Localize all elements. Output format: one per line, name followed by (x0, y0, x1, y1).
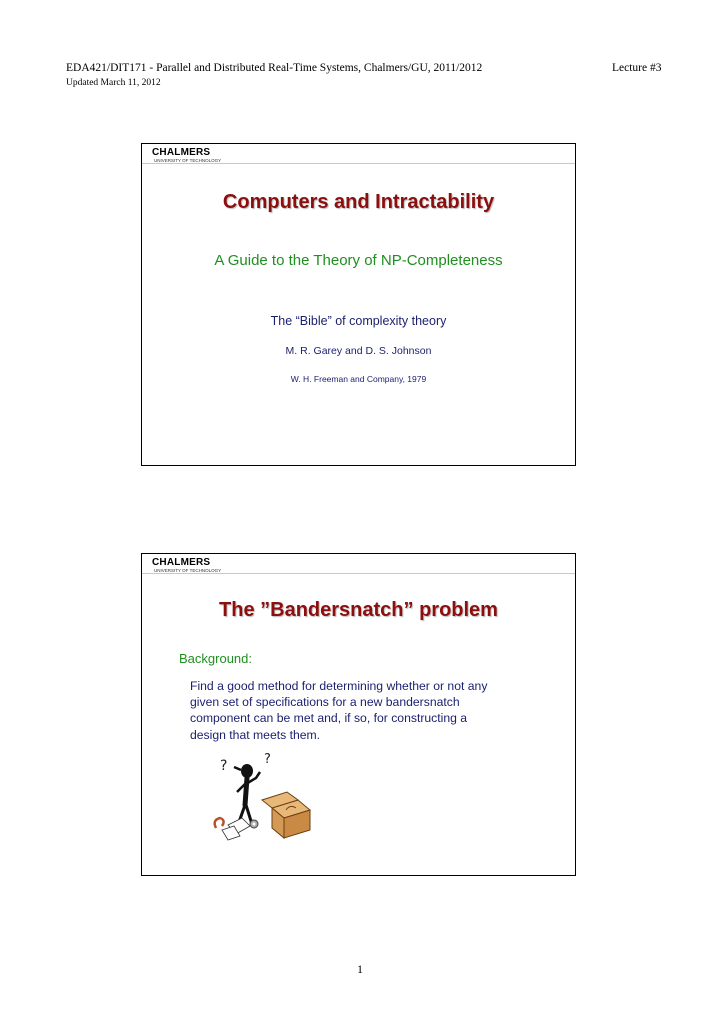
slide-2-title: The ”Bandersnatch” problem (219, 599, 498, 621)
header-course: EDA421/DIT171 - Parallel and Distributed Real-Time Systems, Chalmers/GU, 2011/2012 (66, 62, 483, 74)
cardboard-box-icon (262, 792, 310, 838)
papers-icon (222, 818, 250, 840)
slide-1-authors: M. R. Garey and D. S. Johnson (285, 345, 432, 357)
gear-icon (250, 820, 258, 828)
question-mark-icon: ? (264, 752, 271, 767)
background-line: given set of specifications for a new bandersnatch (190, 695, 460, 710)
background-line: Find a good method for determining whether or not any (190, 679, 488, 693)
logo-divider (142, 573, 575, 574)
confused-figure-illustration (212, 750, 312, 845)
logo-subtitle: UNIVERSITY OF TECHNOLOGY (154, 568, 222, 573)
header-updated: Updated March 11, 2012 (66, 78, 161, 88)
hook-icon (215, 818, 224, 828)
figure-icon (234, 764, 260, 823)
header-lecture: Lecture #3 (612, 62, 662, 74)
logo-name: CHALMERS (152, 147, 211, 158)
chalmers-logo (152, 147, 221, 163)
slide-1-subtitle: A Guide to the Theory of NP-Completeness (214, 252, 503, 269)
logo-subtitle: UNIVERSITY OF TECHNOLOGY (154, 158, 222, 163)
background-label: Background: (179, 651, 252, 666)
logo-divider (142, 163, 575, 164)
background-text (190, 678, 560, 743)
page-number: 1 (357, 962, 363, 976)
background-line: component can be met and, if so, for constructing a (190, 711, 468, 726)
slide-1-tagline: The “Bible” of complexity theory (270, 314, 447, 328)
background-line: design that meets them. (190, 727, 321, 742)
slide-2 (141, 553, 576, 876)
slide-1-title: Computers and Intractability (222, 191, 495, 213)
logo-name: CHALMERS (152, 557, 211, 568)
question-mark-icon: ? (220, 758, 228, 774)
slide-1 (141, 143, 576, 466)
slide-1-publisher: W. H. Freeman and Company, 1979 (290, 374, 427, 384)
chalmers-logo (152, 557, 221, 573)
